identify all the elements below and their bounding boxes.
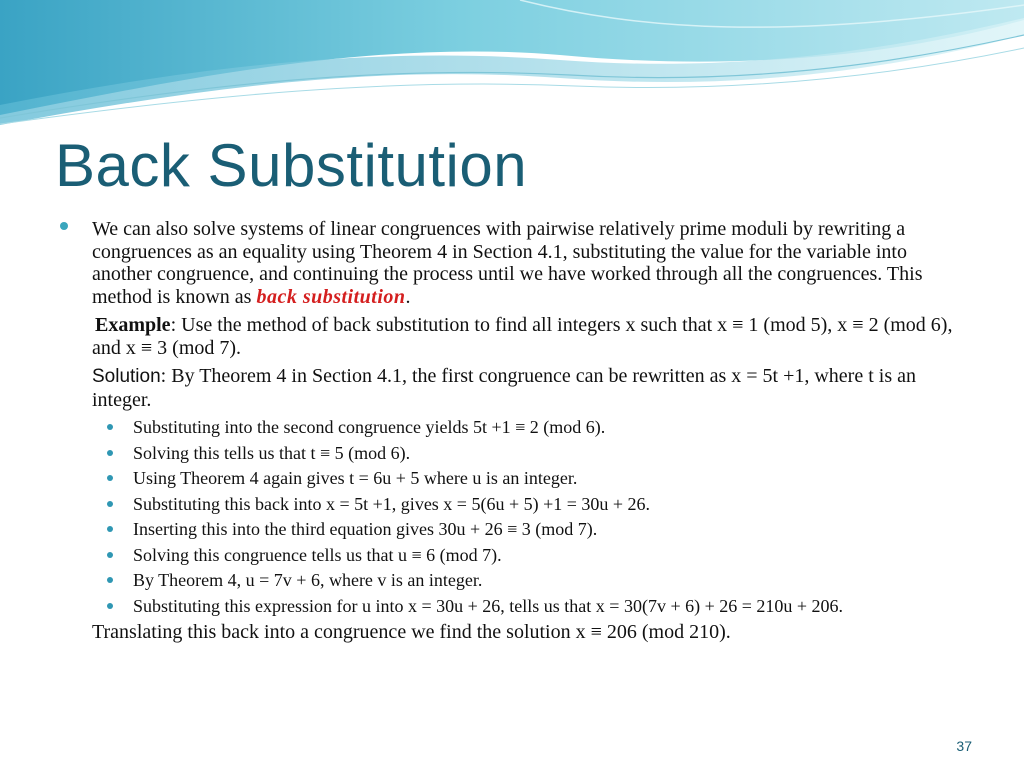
list-item: Solving this tells us that t ≡ 5 (mod 6). (133, 443, 965, 464)
intro-text: We can also solve systems of linear congruences with pairwise relatively prime moduli by rewriting a congruences as an equality using Theorem 4 in Section 4.1, substituting the value for the variable into another congruence, and continuing the process until we have worked through all the congruences. This method is known as (92, 218, 923, 308)
slide-content (60, 218, 965, 650)
solution-steps-list (60, 417, 965, 617)
intro-text-end: . (405, 285, 411, 308)
list-item: Inserting this into the third equation gives 30u + 26 ≡ 3 (mod 7). (133, 519, 965, 540)
list-item: Using Theorem 4 again gives t = 6u + 5 where u is an integer. (133, 468, 965, 489)
back-substitution-highlight: back substitution (256, 285, 406, 308)
intro-paragraph (60, 218, 965, 308)
list-item: Substituting this expression for u into x = 30u + 26, tells us that x = 30(7v + 6) + 26 = 210u + 206. (133, 596, 965, 617)
bullet-icon (60, 222, 68, 230)
list-item: Solving this congruence tells us that u ≡ 6 (mod 7). (133, 545, 965, 566)
list-item: Substituting this back into x = 5t +1, gives x = 5(6u + 5) +1 = 30u + 26. (133, 494, 965, 515)
solution-text: : By Theorem 4 in Section 4.1, the first congruence can be rewritten as x = 5t +1, where t is an integer. (92, 365, 916, 411)
list-item: By Theorem 4, u = 7v + 6, where v is an integer. (133, 570, 965, 591)
list-item: Substituting into the second congruence yields 5t +1 ≡ 2 (mod 6). (133, 417, 965, 438)
example-text: : Use the method of back substitution to find all integers x such that x ≡ 1 (mod 5), x ≡ 2 (mod 6), and x ≡ 3 (mod 7). (92, 314, 953, 359)
example-label: Example (95, 314, 171, 336)
example-paragraph (60, 314, 965, 359)
conclusion-paragraph: Translating this back into a congruence we find the solution x ≡ 206 (mod 210). (92, 621, 731, 643)
slide-title: Back Substitution (55, 132, 528, 199)
solution-label: Solution (92, 366, 161, 387)
solution-paragraph (60, 365, 965, 411)
page-number: 37 (956, 738, 972, 754)
